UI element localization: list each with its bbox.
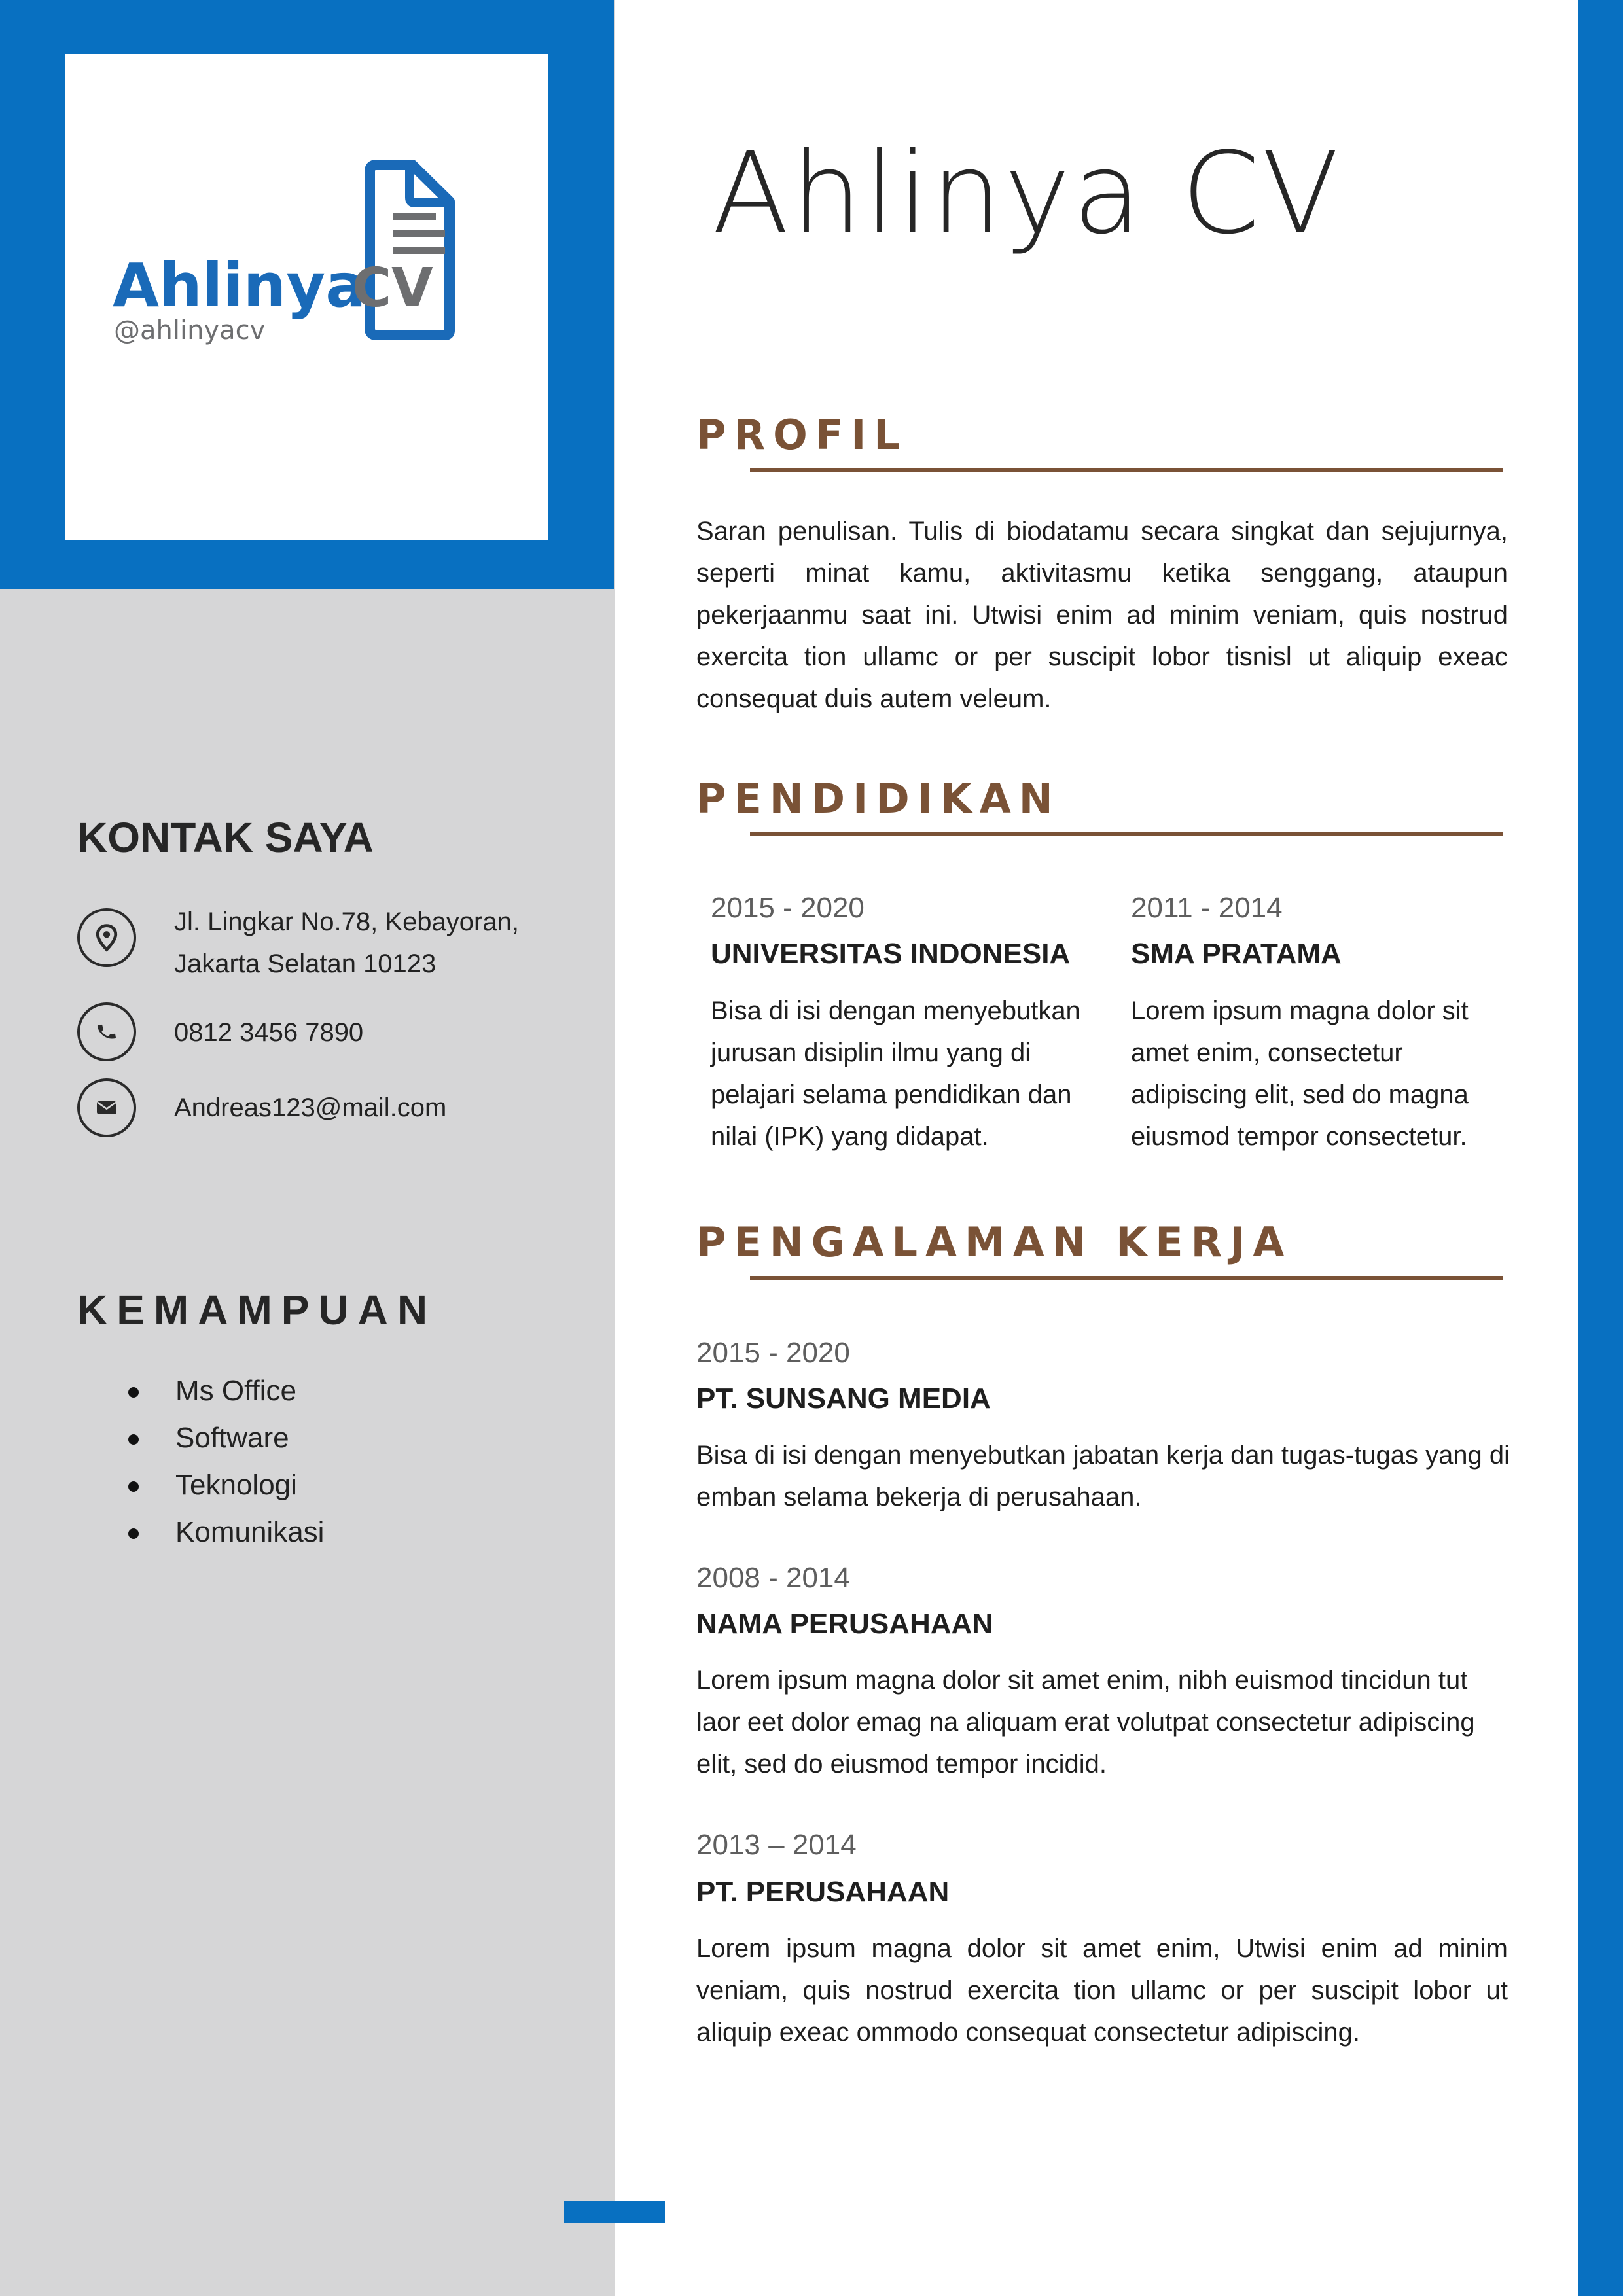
experience-1-years: 2015 - 2020 (696, 1337, 850, 1369)
education-2-school: SMA PRATAMA (1131, 938, 1342, 970)
logo-word-blue: Ahlinya (113, 251, 366, 321)
experience-2-years: 2008 - 2014 (696, 1562, 850, 1594)
location-pin-icon (77, 908, 136, 967)
contact-email: Andreas123@mail.com (174, 1093, 447, 1122)
education-1-desc: Bisa di isi dengan menyebutkan jurusan disiplin ilmu yang di pelajari selama pendidikan dan nilai (IPK) yang didapat. (711, 997, 1080, 1151)
envelope-icon (77, 1078, 136, 1137)
contact-address (174, 901, 519, 985)
education-1-school: UNIVERSITAS INDONESIA (711, 938, 1071, 970)
experience-3-years: 2013 – 2014 (696, 1829, 857, 1861)
profile-heading: PROFIL (696, 411, 908, 459)
logo-word-gray: CV (352, 257, 433, 319)
contact-heading: KONTAK SAYA (77, 814, 374, 861)
experience-2-company: NAMA PERUSAHAAN (696, 1608, 993, 1640)
skill-item: Komunikasi (128, 1509, 324, 1556)
experience-heading: PENGALAMAN KERJA (696, 1218, 1293, 1266)
experience-divider (750, 1276, 1503, 1280)
skill-item: Teknologi (128, 1462, 324, 1509)
education-2-desc: Lorem ipsum magna dolor sit amet enim, consectetur adipiscing elit, sed do magna eiusmod tempor consectetur. (1131, 997, 1469, 1151)
right-accent-bar (1578, 0, 1623, 2296)
experience-1-desc: Bisa di isi dengan menyebutkan jabatan kerja dan tugas-tugas yang di emban selama bekerja di perusahaan. (696, 1441, 1510, 1511)
profile-text: Saran penulisan. Tulis di biodatamu secara singkat dan sejujurnya, seperti minat kamu, aktivitasmu ketika senggang, ataupun pekerjaanmu saat ini. Utwisi enim ad minim veniam, quis nostrud exercita tion ullamc or per suscipit lobor tisnisl ut aliquip exeac consequat duis autem veleum. (696, 517, 1508, 713)
education-divider (750, 832, 1503, 836)
skills-heading: KEMAMPUAN (77, 1286, 437, 1333)
skill-item: Software (128, 1415, 324, 1462)
education-2-years: 2011 - 2014 (1131, 892, 1283, 924)
education-1-years: 2015 - 2020 (711, 892, 865, 924)
skills-list (128, 1368, 324, 1556)
experience-2-desc: Lorem ipsum magna dolor sit amet enim, nibh euismod tincidun tut laor eet dolor emag na aliquam erat volutpat consectetur adipiscing elit, sed do eiusmod tempor incidid. (696, 1666, 1475, 1778)
ahlinyacv-logo (105, 150, 524, 360)
experience-3-desc: Lorem ipsum magna dolor sit amet enim, Utwisi enim ad minim veniam, quis nostrud exercita tion ullamc or per suscipit lobor ut aliquip exeac ommodo consequat consectetur adipiscing. (696, 1934, 1508, 2047)
skill-item: Ms Office (128, 1368, 324, 1415)
address-line-1: Jl. Lingkar No.78, Kebayoran, (174, 908, 519, 936)
experience-3-company: PT. PERUSAHAAN (696, 1876, 950, 1908)
experience-1-company: PT. SUNSANG MEDIA (696, 1383, 991, 1415)
phone-icon (77, 1002, 136, 1061)
profile-divider (750, 468, 1503, 472)
logo-handle: @ahlinyacv (114, 315, 266, 345)
address-line-2: Jakarta Selatan 10123 (174, 949, 437, 978)
contact-phone: 0812 3456 7890 (174, 1018, 364, 1047)
bottom-accent-bar (564, 2201, 665, 2223)
page-title-name: Ahlinya CV (712, 128, 1341, 259)
education-heading: PENDIDIKAN (696, 775, 1061, 822)
